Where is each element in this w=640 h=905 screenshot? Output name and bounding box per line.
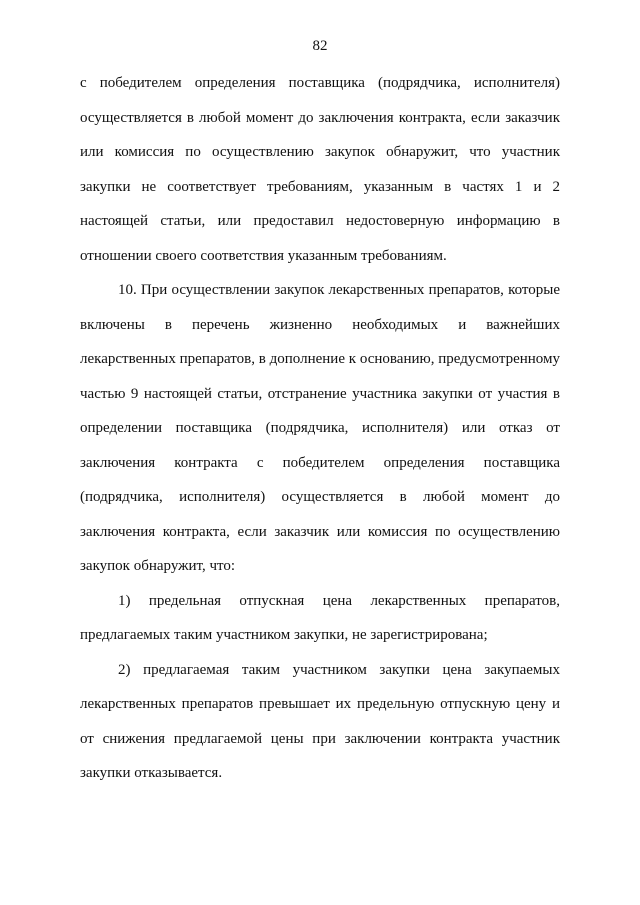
paragraph-subitem-1: 1) предельная отпускная цена лекарственных препаратов, предлагаемых таким участником закупки, не зарегистрирована; <box>80 592 560 643</box>
page-number: 82 <box>312 38 328 54</box>
paragraph-item-10: 10. При осуществлении закупок лекарственных препаратов, которые включены в перечень жизненно необходимых и важнейших лекарственных препаратов, в дополнение к основанию, предусмотренному частью 9 настоящей статьи, отстранение участника закупки от участия в определении поставщика (подрядчика, исполнителя) или отказ от заключения контракта с победителем определения поставщика (подрядчика, исполнителя) осуществляется в любой момент до заключения контракта, если заказчик или комиссия по осуществлению закупок обнаружит, что: <box>80 282 560 574</box>
document-body <box>80 66 560 791</box>
paragraph-continuation: с победителем определения поставщика (подрядчика, исполнителя) осуществляется в любой момент до заключения контракта, если заказчик или комиссия по осуществлению закупок обнаружит, что участник закупки не соответствует требованиям, указанным в частях 1 и 2 настоящей статьи, или предоставил недостоверную информацию в отношении своего соответствия указанным требованиям. <box>80 75 560 264</box>
paragraph-subitem-2: 2) предлагаемая таким участником закупки цена закупаемых лекарственных препаратов превышает их предельную отпускную цену и от снижения предлагаемой цены при заключении контракта участник закупки отказывается. <box>80 661 560 781</box>
